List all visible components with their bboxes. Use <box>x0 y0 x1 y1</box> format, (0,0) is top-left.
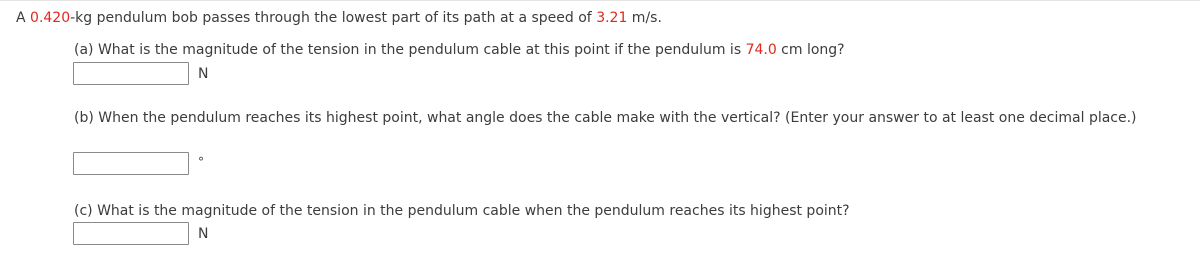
intro-text-end: m/s. <box>627 10 662 26</box>
part-b-answer-row <box>73 152 204 175</box>
length-value: 74.0 <box>745 42 777 58</box>
part-c-answer-row <box>73 222 208 245</box>
part-a-question <box>74 40 845 60</box>
part-b-unit-label: ° <box>198 154 204 169</box>
top-divider <box>0 0 1200 1</box>
speed-value: 3.21 <box>596 10 628 26</box>
part-c-question: (c) What is the magnitude of the tension in the pendulum cable when the pendulum reaches its highest point? <box>74 203 850 219</box>
part-b-question: (b) When the pendulum reaches its highest point, what angle does the cable make with the vertical? (Enter your answer to at least one decimal place.) <box>74 110 1137 126</box>
mass-value: 0.420 <box>30 10 71 26</box>
part-b-answer-input[interactable] <box>73 152 189 175</box>
problem-statement <box>16 8 662 28</box>
part-a-text-end: cm long? <box>776 42 845 58</box>
part-a-answer-input[interactable] <box>73 62 189 85</box>
part-a-unit-label: N <box>198 65 209 82</box>
part-a-answer-row <box>73 62 208 85</box>
part-c-unit-label: N <box>198 225 209 242</box>
part-a-text-start: (a) What is the magnitude of the tension in the pendulum cable at this point if the pendulum is <box>74 42 746 58</box>
intro-text-middle: -kg pendulum bob passes through the lowest part of its path at a speed of <box>70 10 597 26</box>
intro-text-start: A <box>16 10 31 26</box>
part-c-answer-input[interactable] <box>73 222 189 245</box>
